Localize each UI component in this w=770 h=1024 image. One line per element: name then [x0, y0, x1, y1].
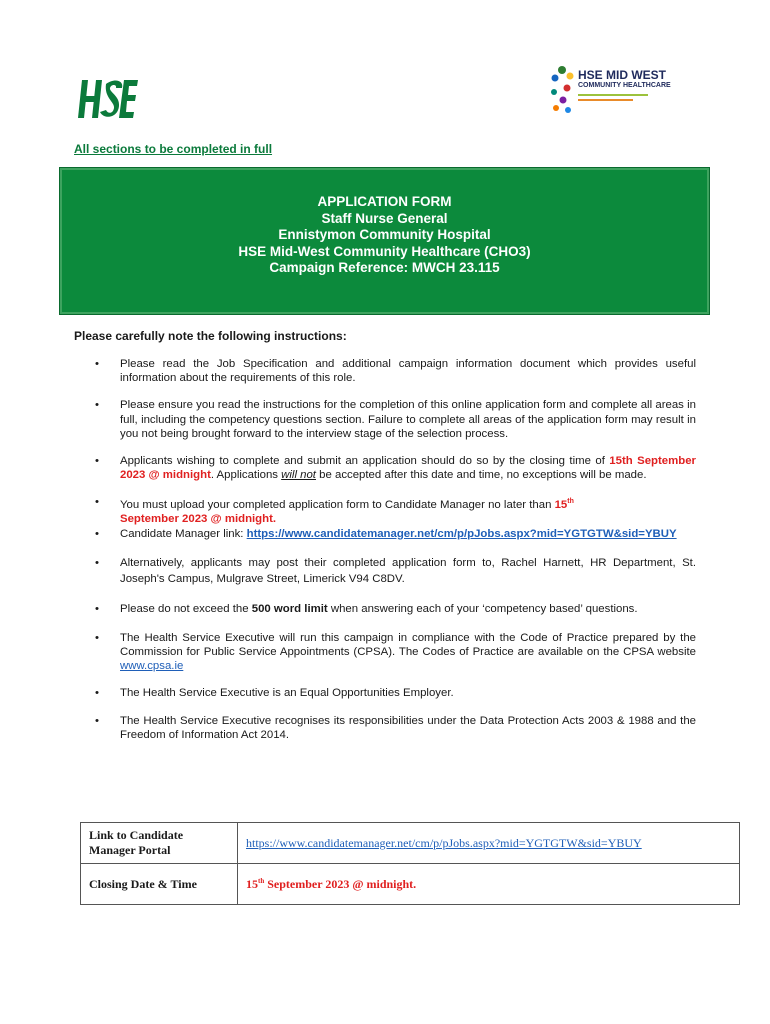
table-row — [81, 823, 740, 864]
bullet-icon: • — [95, 687, 99, 700]
instruction-item: • Please read the Job Specification and additional campaign information document which provides useful information about the requirements of this role. — [95, 358, 696, 385]
logo-tagline-bar — [578, 94, 648, 96]
people-figures-icon — [548, 62, 578, 120]
candidate-manager-portal-link[interactable]: https://www.candidatemanager.net/cm/p/pJobs.aspx?mid=YGTGTW&sid=YBUY — [246, 835, 642, 850]
instructions-heading: Please carefully note the following instructions: — [74, 329, 347, 343]
table-row — [81, 864, 740, 905]
location: Ennistymon Community Hospital — [278, 227, 491, 242]
instructions-list — [74, 357, 696, 742]
logo-tagline-bar — [578, 99, 633, 101]
instruction-item: • Please ensure you read the instructions for the completion of this online application form and complete all areas in full, including the competency questions section. Failure to complete all areas of the application form may result in you not being brought forward to the interview stage of the selection process. — [95, 399, 696, 440]
form-title: APPLICATION FORM — [317, 194, 452, 209]
instruction-item: • Alternatively, applicants may post their completed application form to, Rachel Harnett, HR Department, St. Joseph's Campus, Mulgrave Street, Limerick V94 C8DV. — [95, 556, 696, 585]
closing-date-label: Closing Date & Time — [81, 864, 238, 905]
bullet-icon: • — [95, 455, 99, 468]
cpsa-website-link[interactable]: www.cpsa.ie — [120, 660, 184, 673]
instruction-item: • You must upload your completed application form to Candidate Manager no later than 15th September 2023 @ midnight. — [95, 496, 574, 526]
summary-table — [80, 822, 740, 905]
closing-date-value: 15th September 2023 @ midnight. — [238, 864, 740, 905]
bullet-icon: • — [95, 527, 99, 540]
mid-west-logo-subtitle: COMMUNITY HEALTHCARE — [578, 82, 671, 89]
completion-note: All sections to be completed in full — [74, 142, 273, 156]
instruction-item: • Candidate Manager link: https://www.candidatemanager.net/cm/p/pJobs.aspx?mid=YGTGTW&sid=YBUY — [95, 527, 677, 540]
bullet-icon: • — [95, 714, 99, 727]
bullet-icon: • — [95, 399, 99, 412]
hse-mid-west-logo — [548, 62, 684, 120]
organisation: HSE Mid-West Community Healthcare (CHO3) — [238, 243, 531, 259]
bullet-icon: • — [95, 358, 99, 370]
instruction-item: • The Health Service Executive will run this campaign in compliance with the Code of Practice prepared by the Commission for Public Service Appointments (CPSA). The Codes of Practice are available on the CPSA website www.cpsa.ie — [95, 631, 696, 673]
mid-west-logo-title: HSE MID WEST — [578, 68, 667, 82]
bullet-icon: • — [95, 556, 99, 569]
bullet-icon: • — [95, 602, 99, 615]
form-title-box — [59, 167, 710, 315]
job-title: Staff Nurse General — [321, 210, 448, 226]
portal-label: Link to Candidate Manager Portal — [81, 823, 238, 864]
instruction-item: • The Health Service Executive is an Equal Opportunities Employer. — [95, 687, 454, 700]
candidate-manager-link[interactable]: https://www.candidatemanager.net/cm/p/pJobs.aspx?mid=YGTGTW&sid=YBUY — [246, 527, 677, 540]
instruction-item: • Applicants wishing to complete and submit an application should do so by the closing time of 15th September 2023 @ midnight. Applications will not be accepted after this date and time, no exceptions will be made. — [95, 455, 696, 482]
portal-value — [238, 823, 740, 864]
instruction-item: • Please do not exceed the 500 word limit when answering each of your ‘competency based’ questions. — [95, 602, 638, 615]
bullet-icon: • — [95, 496, 99, 509]
campaign-reference: Campaign Reference: MWCH 23.115 — [269, 260, 500, 275]
bullet-icon: • — [95, 631, 99, 644]
instruction-item: • The Health Service Executive recognises its responsibilities under the Data Protection Acts 2003 & 1988 and the Freedom of Information Act 2014. — [95, 714, 696, 741]
hse-logo — [76, 76, 140, 122]
